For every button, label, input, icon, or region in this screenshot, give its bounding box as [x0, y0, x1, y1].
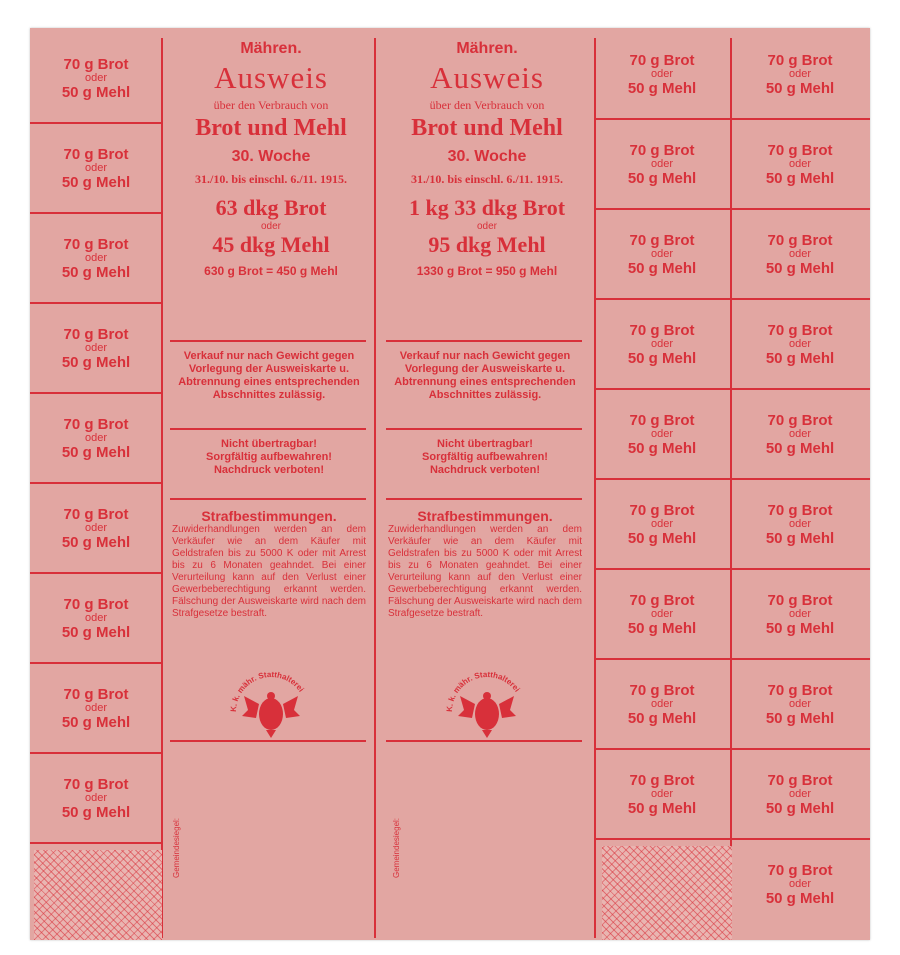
ration-card-sheet [30, 28, 870, 940]
coupon-l2: oder [788, 698, 812, 711]
coupon-l1: 70 g Brot [767, 862, 833, 880]
coupon-l2: oder [650, 158, 674, 171]
penalty-heading: Strafbestimmungen. [201, 508, 337, 524]
penalty-text: Zuwiderhandlungen werden an dem Verkäufer wie an dem Käufer mit Geldstrafen bis zu 5000 K oder mit Arrest bis zu 6 Monaten geahndet. Bei einer Verurteilung kann auf den Verlust einer Gewerbeberechtigung erkannt werden. Fälschung der Ausweiskarte wird nach dem Strafgesetze bestraft. [172, 524, 366, 619]
coupon-l3: 50 g Mehl [61, 623, 131, 641]
coupon-l1: 70 g Brot [629, 592, 695, 610]
warning-text: Nicht übertragbar! [437, 438, 533, 450]
divider [161, 38, 163, 938]
coupon [732, 120, 868, 210]
coupon-l2: oder [84, 72, 108, 85]
coupon-l2: oder [788, 158, 812, 171]
coupon-l3: 50 g Mehl [627, 619, 697, 637]
coupon-l3: 50 g Mehl [765, 79, 835, 97]
coupon-l2: oder [650, 428, 674, 441]
coupon [732, 480, 868, 570]
coupon-l1: 70 g Brot [767, 232, 833, 250]
coupon [32, 124, 160, 214]
coupon [596, 300, 728, 390]
sale-text: Verkauf nur nach Gewicht gegen Vorlegung der Ausweiskarte u. Abtrennung eines entsprechenden Abschnittes zulässig. [394, 350, 576, 401]
coupon [596, 30, 728, 120]
coupon-l2: oder [788, 68, 812, 81]
coupon-l3: 50 g Mehl [61, 353, 131, 371]
warning-text: Sorgfältig aufbewahren! [206, 451, 332, 463]
card-title: Ausweis [214, 60, 328, 95]
sale-text: Verkauf nur nach Gewicht gegen Vorlegung der Ausweiskarte u. Abtrennung eines entsprechenden Abschnittes zulässig. [178, 350, 360, 401]
coupon [32, 664, 160, 754]
sale-notice [388, 350, 582, 402]
coupon-l2: oder [788, 788, 812, 801]
coupon-l3: 50 g Mehl [765, 439, 835, 457]
coupon [732, 300, 868, 390]
pattern-block [602, 846, 732, 940]
coupon-l1: 70 g Brot [767, 592, 833, 610]
coupon-l2: oder [788, 518, 812, 531]
seal-label: Gemeindesiegel: [392, 817, 401, 878]
coupon-l2: oder [788, 248, 812, 261]
seal-label: Gemeindesiegel: [172, 817, 181, 878]
coupon [596, 750, 728, 840]
coupon-l2: oder [650, 338, 674, 351]
coupon-l3: 50 g Mehl [61, 443, 131, 461]
coupon-l2: oder [650, 788, 674, 801]
coupon [596, 120, 728, 210]
coupon [32, 214, 160, 304]
flour-amount: 45 dkg Mehl [212, 232, 330, 257]
date-range: 31./10. bis einschl. 6./11. 1915. [410, 172, 564, 186]
penalty-text: Zuwiderhandlungen werden an dem Verkäufer wie an dem Käufer mit Geldstrafen bis zu 5000 K oder mit Arrest bis zu 6 Monaten geahndet. Bei einer Verurteilung kann auf den Verlust einer Gewerbeberechtigung erkannt werden. Fälschung der Ausweiskarte wird nach dem Strafgesetze bestraft. [388, 524, 582, 619]
coupon-l2: oder [650, 518, 674, 531]
coupon-l2: oder [84, 792, 108, 805]
coupon-l2: oder [650, 698, 674, 711]
coupon-l3: 50 g Mehl [765, 889, 835, 907]
coupon-l2: oder [788, 878, 812, 891]
coupon-l3: 50 g Mehl [765, 529, 835, 547]
coupon-l1: 70 g Brot [629, 772, 695, 790]
coupon-l3: 50 g Mehl [627, 709, 697, 727]
coupon-l3: 50 g Mehl [627, 349, 697, 367]
bread-amount: 1 kg 33 dkg Brot [408, 195, 566, 220]
warning-text: Sorgfältig aufbewahren! [422, 451, 548, 463]
penalties [172, 508, 366, 620]
flour-amount: 95 dkg Mehl [428, 232, 546, 257]
coupon-l1: 70 g Brot [767, 772, 833, 790]
pattern-block [34, 850, 162, 940]
coupon-l2: oder [84, 612, 108, 625]
sale-notice [172, 350, 366, 402]
equivalence: 1330 g Brot = 950 g Mehl [416, 264, 558, 278]
coupon-l1: 70 g Brot [767, 322, 833, 340]
coupon-l1: 70 g Brot [63, 326, 129, 344]
coupon-l1: 70 g Brot [629, 232, 695, 250]
coupon-l2: oder [788, 338, 812, 351]
rule [170, 498, 366, 500]
coupon-l2: oder [84, 342, 108, 355]
oder-label: oder [476, 221, 497, 232]
coupon-divider [596, 838, 730, 840]
coupon-l1: 70 g Brot [629, 142, 695, 160]
panel-right [380, 40, 594, 278]
coupon [732, 30, 868, 120]
official-stamp-left [226, 660, 316, 740]
coupon-l1: 70 g Brot [767, 52, 833, 70]
coupon-l1: 70 g Brot [767, 502, 833, 520]
coupon-l3: 50 g Mehl [61, 83, 131, 101]
coupon [732, 210, 868, 300]
coupon-l3: 50 g Mehl [627, 799, 697, 817]
coupon-l3: 50 g Mehl [765, 259, 835, 277]
rule [386, 740, 582, 742]
coupon-l1: 70 g Brot [63, 506, 129, 524]
coupon-l1: 70 g Brot [63, 686, 129, 704]
date-range: 31./10. bis einschl. 6./11. 1915. [194, 172, 348, 186]
rule [386, 340, 582, 342]
coupon-l1: 70 g Brot [63, 236, 129, 254]
coupon-l1: 70 g Brot [629, 682, 695, 700]
region-label: Mähren. [456, 40, 518, 57]
coupon [596, 570, 728, 660]
coupon-l1: 70 g Brot [63, 596, 129, 614]
coupon [596, 210, 728, 300]
coupon-l3: 50 g Mehl [627, 529, 697, 547]
rule [170, 428, 366, 430]
coupon-l1: 70 g Brot [63, 146, 129, 164]
coupon [32, 304, 160, 394]
week-label: 30. Woche [447, 148, 527, 165]
coupon-l3: 50 g Mehl [61, 803, 131, 821]
coupon-l3: 50 g Mehl [765, 709, 835, 727]
card-title: Ausweis [430, 60, 544, 95]
coupon-l2: oder [788, 608, 812, 621]
penalty-heading: Strafbestimmungen. [417, 508, 553, 524]
rule [170, 740, 366, 742]
rule [386, 428, 582, 430]
coupon-l2: oder [84, 702, 108, 715]
coupon-l3: 50 g Mehl [61, 173, 131, 191]
coupon-l2: oder [650, 608, 674, 621]
card-subtitle: über den Verbrauch von [429, 98, 545, 112]
coupon [32, 394, 160, 484]
penalties [388, 508, 582, 620]
coupon-l1: 70 g Brot [767, 682, 833, 700]
coupon-l1: 70 g Brot [629, 52, 695, 70]
coupon [732, 840, 868, 930]
bread-amount: 63 dkg Brot [215, 195, 327, 220]
coupon [32, 754, 160, 844]
coupon [32, 34, 160, 124]
coupon-l3: 50 g Mehl [627, 439, 697, 457]
coupon [32, 574, 160, 664]
week-label: 30. Woche [231, 148, 311, 165]
coupon-l3: 50 g Mehl [61, 713, 131, 731]
coupon-l2: oder [650, 248, 674, 261]
coupon-l1: 70 g Brot [63, 776, 129, 794]
warning-text: Nachdruck verboten! [429, 464, 541, 476]
coupon-l2: oder [84, 162, 108, 175]
oder-label: oder [260, 221, 281, 232]
stamp-text: K. k. mähr. Statthalterei [444, 669, 522, 713]
coupon-l2: oder [788, 428, 812, 441]
card-subtitle: über den Verbrauch von [213, 98, 329, 112]
coupon [596, 660, 728, 750]
stamp-text: K. k. mähr. Statthalterei [228, 669, 306, 713]
coupon [732, 660, 868, 750]
coupon-l2: oder [84, 252, 108, 265]
coupon-l1: 70 g Brot [629, 502, 695, 520]
coupon-l2: oder [84, 432, 108, 445]
coupon-l3: 50 g Mehl [61, 263, 131, 281]
warnings [388, 438, 582, 477]
coupon-l1: 70 g Brot [63, 416, 129, 434]
coupon [732, 750, 868, 840]
coupon-l3: 50 g Mehl [765, 619, 835, 637]
coupon [732, 570, 868, 660]
official-stamp-right [442, 660, 532, 740]
coupon-l1: 70 g Brot [767, 412, 833, 430]
divider [374, 38, 376, 938]
rule [170, 340, 366, 342]
warning-text: Nachdruck verboten! [213, 464, 325, 476]
coupon [596, 390, 728, 480]
card-items: Brot und Mehl [411, 115, 563, 141]
equivalence: 630 g Brot = 450 g Mehl [204, 264, 338, 278]
coupon-l1: 70 g Brot [629, 322, 695, 340]
coupon-l3: 50 g Mehl [627, 259, 697, 277]
coupon-l3: 50 g Mehl [627, 79, 697, 97]
coupon-l1: 70 g Brot [629, 412, 695, 430]
warning-text: Nicht übertragbar! [221, 438, 317, 450]
card-items: Brot und Mehl [195, 115, 347, 141]
coupon-l3: 50 g Mehl [765, 799, 835, 817]
coupon-l2: oder [650, 68, 674, 81]
warnings [172, 438, 366, 477]
coupon [32, 484, 160, 574]
coupon-l3: 50 g Mehl [627, 169, 697, 187]
coupon-divider [30, 842, 162, 844]
coupon-l3: 50 g Mehl [61, 533, 131, 551]
panel-left [168, 40, 374, 278]
coupon-l1: 70 g Brot [63, 56, 129, 74]
coupon [596, 480, 728, 570]
coupon [732, 390, 868, 480]
eagle-stamp-icon [442, 660, 532, 740]
coupon-l2: oder [84, 522, 108, 535]
coupon-l1: 70 g Brot [767, 142, 833, 160]
region-label: Mähren. [240, 40, 302, 57]
rule [386, 498, 582, 500]
eagle-stamp-icon [226, 660, 316, 740]
coupon-l3: 50 g Mehl [765, 349, 835, 367]
coupon-l3: 50 g Mehl [765, 169, 835, 187]
